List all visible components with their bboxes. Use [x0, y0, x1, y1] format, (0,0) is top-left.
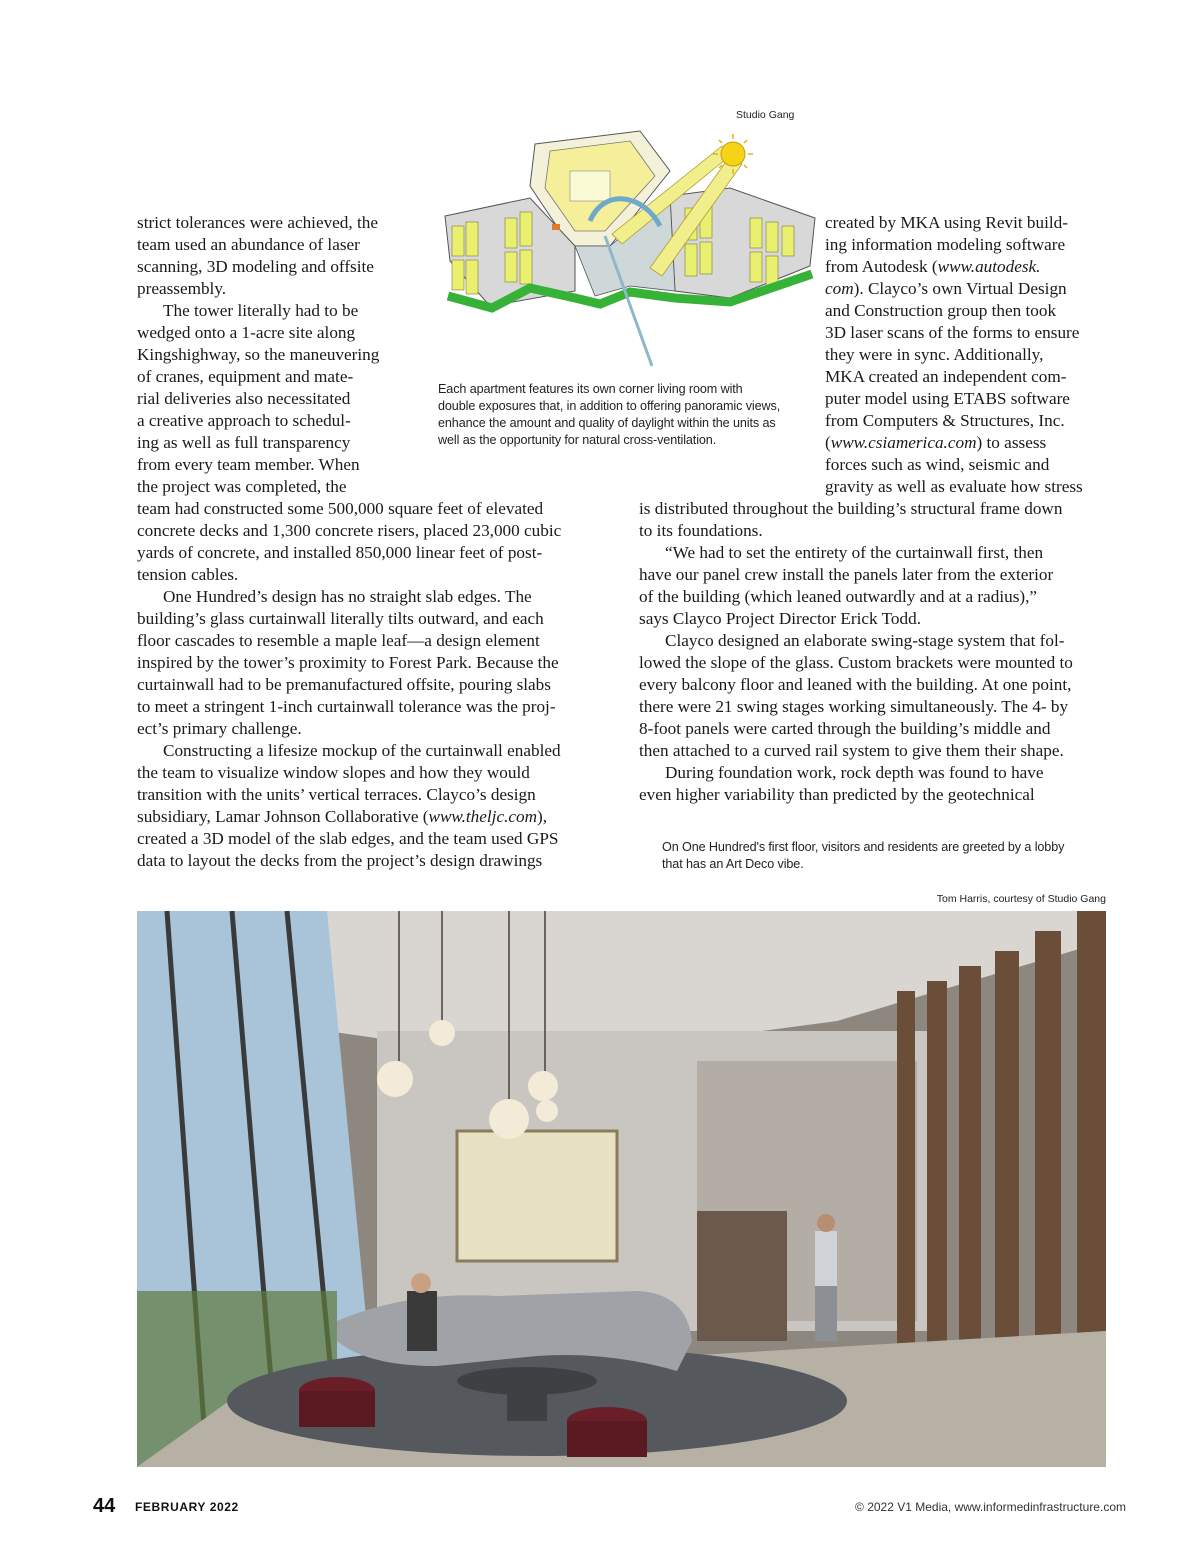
left-column-bottom: team had constructed some 500,000 square feet of elevated concrete decks and 1,300 concrete risers, placed 23,000 cubic yards of concrete, and installed 850,000 linear feet of post- tension cables. One Hundred’s design has no straight slab edges. The building’s glass curtainwall literally tilts outward, and each floor cascades to resemble a maple leaf—a design element inspired by the tower’s proximity to Forest Park. Because the curtainwall had to be premanufactured offsite, pouring slabs to meet a stringent 1-inch curtainwall tolerance was the proj- ect’s primary challenge. Constructing a lifesize mockup of the curtainwall enabled the team to visualize window slopes and how they would transition with the units’ vertical terraces. Clayco’s design subsidiary, Lamar Johnson Collaborative (www.theljc.com), created a 3D model of the slab edges, and the team used GPS data to layout the decks from the project’s design drawings	[137, 499, 562, 870]
diagram-illustration	[430, 126, 820, 376]
autodesk-link-cont[interactable]: com	[825, 279, 854, 298]
ljc-link[interactable]: www.theljc.com	[428, 807, 538, 826]
apartment-daylight-diagram	[430, 126, 820, 376]
diagram-credit: Studio Gang	[736, 109, 795, 121]
photo-credit: Tom Harris, courtesy of Studio Gang	[936, 893, 1106, 905]
left-column-top: strict tolerances were achieved, the team used an abundance of laser scanning, 3D modeling and offsite preassembly. The tower literally had to be wedged onto a 1-acre site along Kingshighway, so the maneuvering of cranes, equipment and mate- rial deliveries also necessitated a creative approach to schedul- ing as well as full transparency from every team member. When the project was completed, the	[137, 213, 380, 496]
diagram-caption: Each apartment features its own corner living room with double exposures that, in addition to offering panoramic views, enhance the amount and quality of daylight within the units as well as the opportunity for natural cross-ventilation.	[438, 382, 781, 447]
page-number: 44	[93, 1495, 116, 1517]
csiamerica-link[interactable]: www.csiamerica.com	[830, 433, 977, 452]
lobby-illustration	[137, 911, 1106, 1467]
lobby-caption: On One Hundred's first floor, visitors and residents are greeted by a lobby that has an Art Deco vibe.	[662, 840, 1065, 871]
issue-date: FEBRUARY 2022	[135, 1500, 239, 1514]
right-column-top: created by MKA using Revit build- ing information modeling software from Autodesk (www.autodesk. com). Clayco’s own Virtual Design and Construction group then took 3D laser scans of the forms to ensure they were in sync. Additionally, MKA created an independent com- puter model using ETABS software from Computers & Structures, Inc. (www.csiamerica.com) to assess forces such as wind, seismic and gravity as well as evaluate how stress	[825, 213, 1083, 496]
autodesk-link[interactable]: www.autodesk.	[937, 257, 1041, 276]
lobby-photo	[137, 911, 1106, 1467]
copyright-line: © 2022 V1 Media, www.informedinfrastructure.com	[855, 1500, 1126, 1514]
right-column-bottom: is distributed throughout the building’s structural frame down to its foundations. “We had to set the entirety of the curtainwall first, then have our panel crew install the panels later from the exterior of the building (which leaned outwardly and at a radius),” says Clayco Project Director Erick Todd. Clayco designed an elaborate swing-stage system that fol- lowed the slope of the glass. Custom brackets were mounted to every balcony floor and leaned with the building. At one point, there were 21 swing stages working simultaneously. The 4- by 8-foot panels were carted through the building’s middle and then attached to a curved rail system to give them their shape. During foundation work, rock depth was found to have even higher variability than predicted by the geotechnical	[639, 499, 1073, 804]
